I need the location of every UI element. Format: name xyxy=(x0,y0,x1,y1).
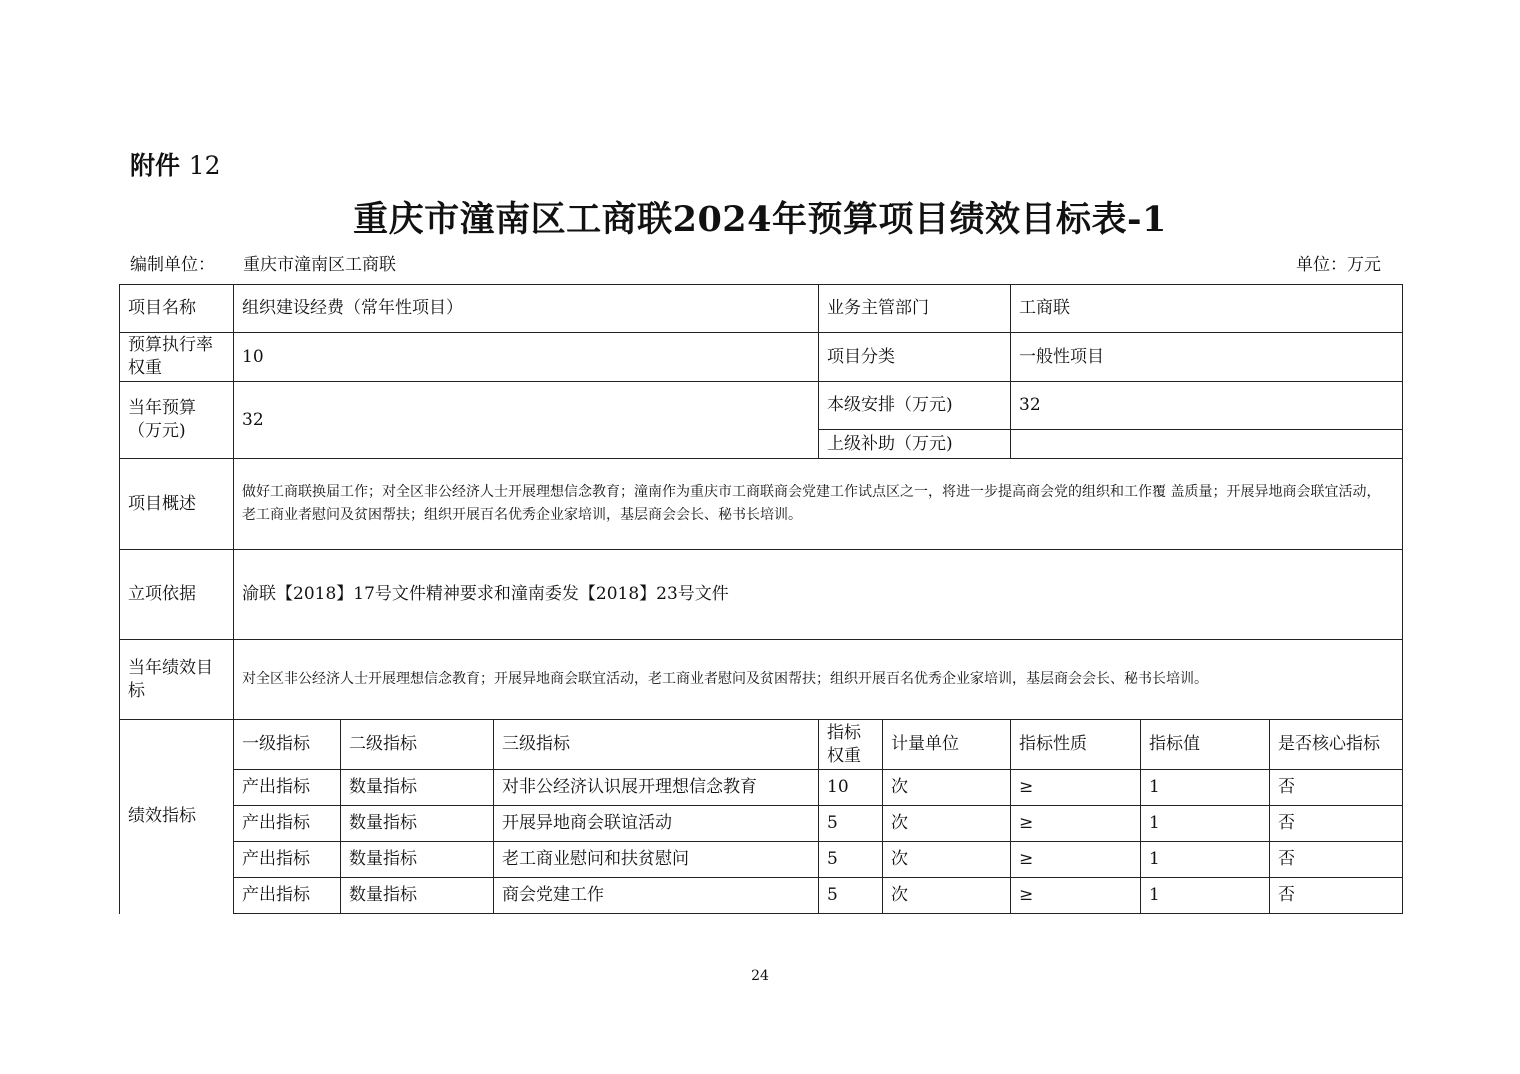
basis-label: 立项依据 xyxy=(120,550,234,640)
cell-nature: ≥ xyxy=(1011,770,1141,806)
cell-weight: 10 xyxy=(819,770,883,806)
overview-value: 做好工商联换届工作；对全区非公经济人士开展理想信念教育；潼南作为重庆市工商联商会党建工作试点区之一，将进一步提高商会党的组织和工作覆 盖质量；开展异地商会联宜活动，老工商业者慰问及贫困帮扶；组织开展百名优秀企业家培训，基层商会会长、秘书长培训。 xyxy=(234,459,1403,550)
cell-level1: 产出指标 xyxy=(234,770,341,806)
row-indicator-header xyxy=(120,720,1403,770)
cell-level2: 数量指标 xyxy=(341,806,494,842)
attachment-label xyxy=(130,146,221,182)
category-label: 项目分类 xyxy=(819,333,1011,382)
cell-core: 否 xyxy=(1270,806,1403,842)
cell-level3: 对非公经济认识展开理想信念教育 xyxy=(494,770,819,806)
org-label: 编制单位： xyxy=(130,255,215,275)
cell-nature: ≥ xyxy=(1011,842,1141,878)
header-unit: 计量单位 xyxy=(883,720,1011,770)
budget-label: 当年预算（万元) xyxy=(120,382,234,459)
local-budget-value: 32 xyxy=(1011,382,1403,430)
cell-value: 1 xyxy=(1141,770,1270,806)
row-goal xyxy=(120,640,1403,720)
org-info xyxy=(130,250,396,275)
rate-value: 10 xyxy=(234,333,819,382)
goal-label: 当年绩效目标 xyxy=(120,640,234,720)
cell-level2: 数量指标 xyxy=(341,770,494,806)
cell-level1: 产出指标 xyxy=(234,842,341,878)
cell-level1: 产出指标 xyxy=(234,878,341,914)
cell-level1: 产出指标 xyxy=(234,806,341,842)
performance-table xyxy=(119,284,1403,914)
row-overview xyxy=(120,459,1403,550)
indicator-label: 绩效指标 xyxy=(120,720,234,914)
local-budget-label: 本级安排（万元) xyxy=(819,382,1011,430)
header-nature: 指标性质 xyxy=(1011,720,1141,770)
cell-value: 1 xyxy=(1141,806,1270,842)
overview-label: 项目概述 xyxy=(120,459,234,550)
budget-value: 32 xyxy=(234,382,819,459)
table-row xyxy=(120,770,1403,806)
cell-value: 1 xyxy=(1141,842,1270,878)
upper-subsidy-label: 上级补助（万元) xyxy=(819,430,1011,459)
org-value: 重庆市潼南区工商联 xyxy=(243,255,396,275)
table-row xyxy=(120,806,1403,842)
cell-level2: 数量指标 xyxy=(341,842,494,878)
attachment-prefix: 附件 xyxy=(130,151,181,180)
header-level1: 一级指标 xyxy=(234,720,341,770)
cell-level3: 开展异地商会联谊活动 xyxy=(494,806,819,842)
project-name-label: 项目名称 xyxy=(120,285,234,333)
cell-level2: 数量指标 xyxy=(341,878,494,914)
rate-label: 预算执行率权重 xyxy=(120,333,234,382)
header-level2: 二级指标 xyxy=(341,720,494,770)
header-weight: 指标权重 xyxy=(819,720,883,770)
unit-label: 单位：万元 xyxy=(1296,255,1381,275)
cell-weight: 5 xyxy=(819,806,883,842)
dept-value: 工商联 xyxy=(1011,285,1403,333)
page-title: 重庆市潼南区工商联2024年预算项目绩效目标表-1 xyxy=(353,199,1167,240)
cell-nature: ≥ xyxy=(1011,806,1141,842)
cell-unit: 次 xyxy=(883,806,1011,842)
header-value: 指标值 xyxy=(1141,720,1270,770)
dept-label: 业务主管部门 xyxy=(819,285,1011,333)
table-row xyxy=(120,842,1403,878)
category-value: 一般性项目 xyxy=(1011,333,1403,382)
row-budget xyxy=(120,382,1403,430)
cell-level3: 老工商业慰问和扶贫慰问 xyxy=(494,842,819,878)
cell-value: 1 xyxy=(1141,878,1270,914)
upper-subsidy-value xyxy=(1011,430,1403,459)
row-execution-rate xyxy=(120,333,1403,382)
page-number: 24 xyxy=(751,968,769,984)
header-level3: 三级指标 xyxy=(494,720,819,770)
cell-nature: ≥ xyxy=(1011,878,1141,914)
cell-core: 否 xyxy=(1270,878,1403,914)
cell-level3: 商会党建工作 xyxy=(494,878,819,914)
header-core: 是否核心指标 xyxy=(1270,720,1403,770)
project-name-value: 组织建设经费（常年性项目） xyxy=(234,285,819,333)
cell-unit: 次 xyxy=(883,878,1011,914)
cell-weight: 5 xyxy=(819,878,883,914)
cell-unit: 次 xyxy=(883,770,1011,806)
row-project-name xyxy=(120,285,1403,333)
attachment-number: 12 xyxy=(188,151,221,180)
cell-core: 否 xyxy=(1270,842,1403,878)
row-basis xyxy=(120,550,1403,640)
goal-value: 对全区非公经济人士开展理想信念教育；开展异地商会联宜活动，老工商业者慰问及贫困帮扶；组织开展百名优秀企业家培训，基层商会会长、秘书长培训。 xyxy=(234,640,1403,720)
cell-weight: 5 xyxy=(819,842,883,878)
cell-unit: 次 xyxy=(883,842,1011,878)
table-row xyxy=(120,878,1403,914)
basis-value: 渝联【2018】17号文件精神要求和潼南委发【2018】23号文件 xyxy=(234,550,1403,640)
cell-core: 否 xyxy=(1270,770,1403,806)
